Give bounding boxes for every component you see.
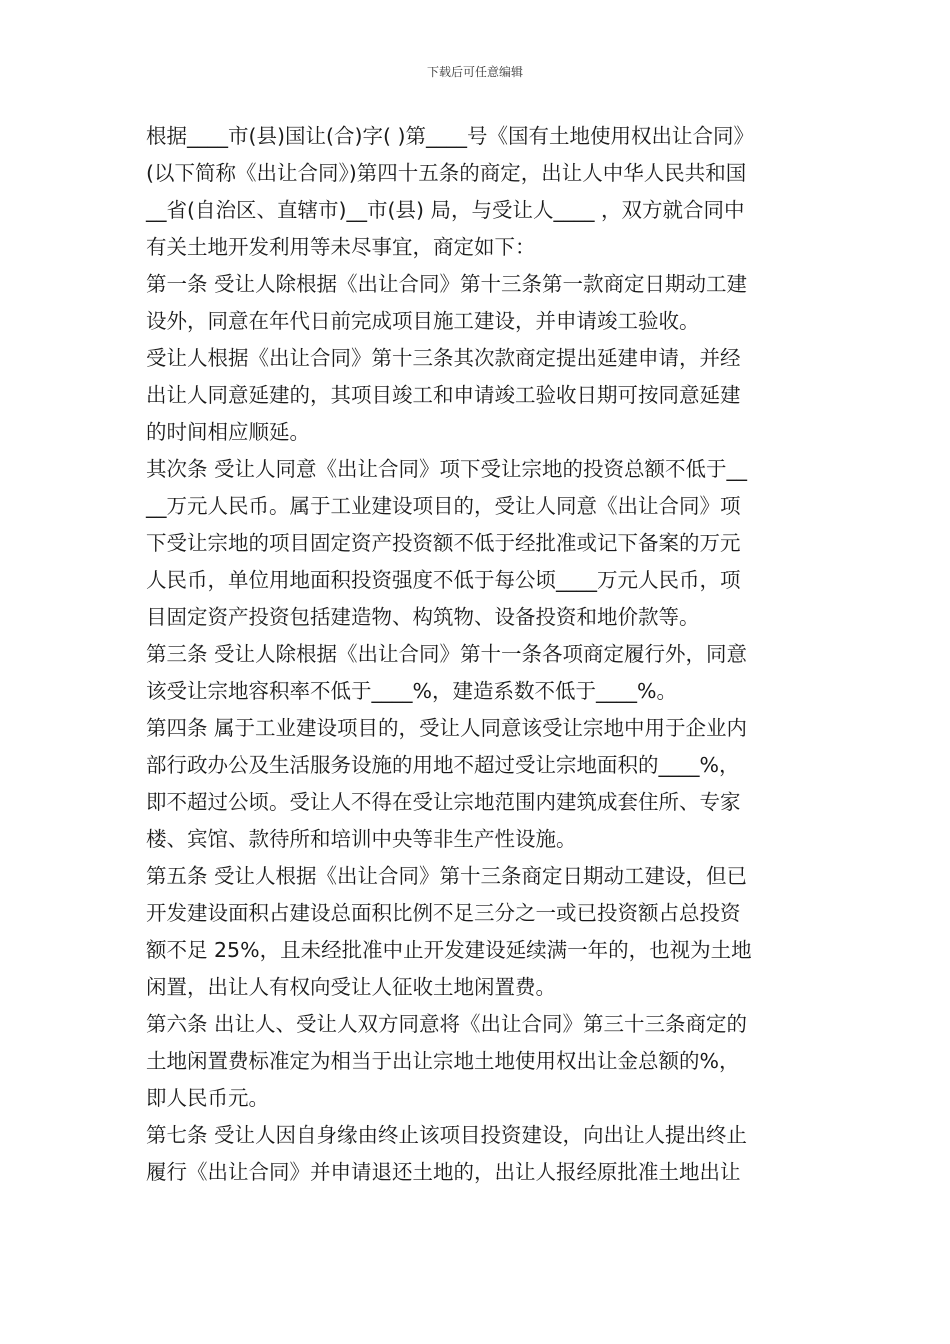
text-line: 出让人同意延建的，其项目竣工和申请竣工验收日期可按同意延建 — [146, 383, 741, 407]
text-line: 第六条 出让人、受让人双方同意将《出让合同》第三十三条商定的 — [146, 1012, 748, 1036]
page-header: 下载后可任意编辑 — [426, 65, 523, 79]
text-line: __万元人民币。属于工业建设项目的，受让人同意《出让合同》项 — [146, 494, 741, 518]
text-line: 即人民币元。 — [146, 1086, 269, 1110]
text-line: 土地闲置费标准定为相当于出让宗地土地使用权出让金总额的%， — [146, 1049, 740, 1073]
text-line: 有关土地开发利用等未尽事宜，商定如下： — [146, 235, 536, 259]
text-line: 楼、宾馆、款待所和培训中央等非生产性设施。 — [146, 827, 577, 851]
text-line: 履行《出让合同》并申请退还土地的，出让人报经原批准土地出让 — [146, 1160, 741, 1184]
text-line: 下受让宗地的项目固定资产投资额不低于经批准或记下备案的万元 — [146, 531, 741, 555]
text-line: 设外，同意在年代日前完成项目施工建设，并申请竣工验收。 — [146, 309, 700, 333]
text-line: 闲置，出让人有权向受让人征收土地闲置费。 — [146, 975, 556, 999]
text-line: __省(自治区、直辖市)__市(县) 局，与受让人____ ，双方就合同中 — [146, 198, 745, 222]
text-line: 第三条 受让人除根据《出让合同》第十一条各项商定履行外，同意 — [146, 642, 748, 666]
document-body — [146, 118, 816, 1191]
text-line: 其次条 受让人同意《出让合同》项下受让宗地的投资总额不低于__ — [146, 457, 748, 481]
text-line: 第七条 受让人因自身缘由终止该项目投资建设，向出让人提出终止 — [146, 1123, 748, 1147]
text-line: 人民币，单位用地面积投资强度不低于每公顷____万元人民币，项 — [146, 568, 741, 592]
text-line: 受让人根据《出让合同》第十三条其次款商定提出延建申请，并经 — [146, 346, 741, 370]
text-line: 该受让宗地容积率不低于____%，建造系数不低于____%。 — [146, 679, 677, 703]
text-line: 开发建设面积占建设总面积比例不足三分之一或已投资额占总投资 — [146, 901, 741, 925]
text-line: 第一条 受让人除根据《出让合同》第十三条第一款商定日期动工建 — [146, 272, 748, 296]
text-line: 部行政办公及生活服务设施的用地不超过受让宗地面积的____%， — [146, 753, 740, 777]
text-line: 第四条 属于工业建设项目的，受让人同意该受让宗地中用于企业内 — [146, 716, 748, 740]
text-line: 第五条 受让人根据《出让合同》第十三条商定日期动工建设，但已 — [146, 864, 748, 888]
text-line: 目固定资产投资包括建造物、构筑物、设备投资和地价款等。 — [146, 605, 700, 629]
text-line: (以下简称《出让合同》)第四十五条的商定，出让人中华人民共和国 — [146, 161, 747, 185]
text-line: 根据____市(县)国让(合)字( )第____号《国有土地使用权出让合同》 — [146, 124, 755, 148]
text-line: 的时间相应顺延。 — [146, 420, 310, 444]
text-line: 即不超过公顷。受让人不得在受让宗地范围内建筑成套住所、专家 — [146, 790, 741, 814]
text-line: 额不足 25%，且未经批准中止开发建设延续满一年的，也视为土地 — [146, 938, 752, 962]
